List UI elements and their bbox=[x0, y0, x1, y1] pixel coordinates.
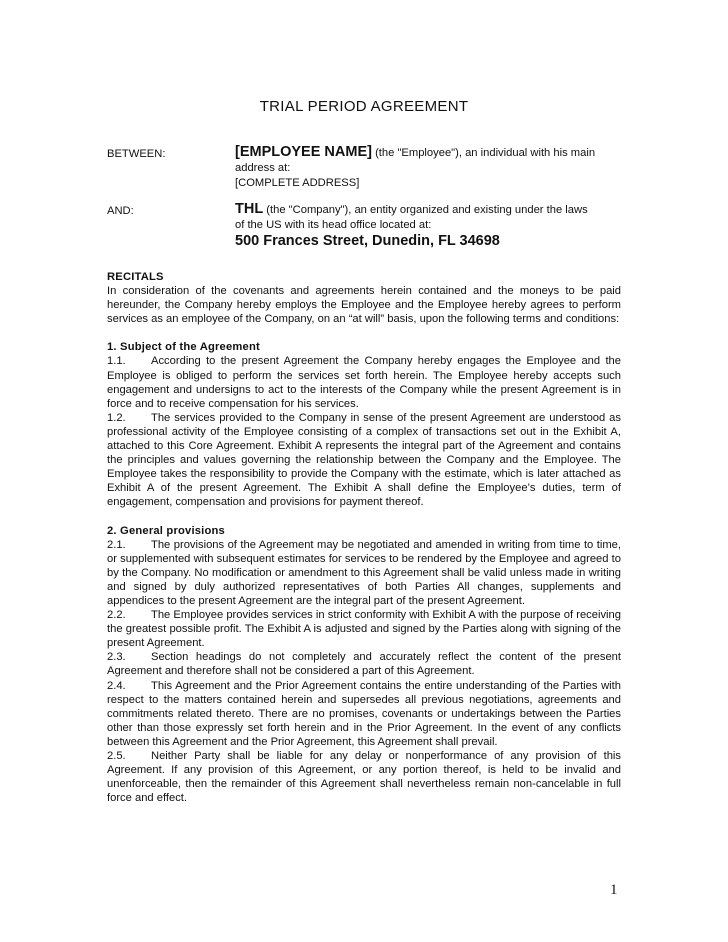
company-address: 500 Frances Street, Dunedin, FL 34698 bbox=[235, 233, 500, 249]
clause-text: According to the present Agreement the Company hereby engages the Employee and the Employee is obliged to perform the services set forth herein. The Employee hereby accepts such engagement and undersigns to act to the interests of the Company while the present Agreement is in force and to receive compensation for his services. bbox=[107, 355, 621, 410]
clause-text: The services provided to the Company in sense of the present Agreement are understood as professional activity of the Employee consisting of a complex of transactions set out in the Exhibit A, attached to this Core Agreement. Exhibit A represents the integral part of the Agreement and contains the principles and values governing the relationship between the Company and the Employee. The Employee takes the responsibility to provide the Company with the estimate, which is later attached as Exhibit A of the present Agreement. The Exhibit A shall define the Employee’s duties, term of engagement, compensation and provisions for payment thereof. bbox=[107, 411, 621, 509]
clause-number: 1.2. bbox=[107, 411, 126, 424]
clause-2-4 bbox=[107, 679, 621, 749]
employee-description-1: (the "Employee"), an individual with his main bbox=[375, 147, 596, 159]
section-1-heading: 1. Subject of the Agreement bbox=[107, 341, 260, 354]
section-2-heading: 2. General provisions bbox=[107, 524, 225, 537]
clause-1-1 bbox=[107, 354, 621, 410]
company-description-1: (the "Company"), an entity organized and existing under the laws bbox=[266, 204, 588, 216]
party-between bbox=[107, 145, 621, 191]
clause-text: Neither Party shall be liable for any delay or nonperformance of any provision of this Agreement. If any provision of this Agreement, or any portion thereof, is held to be invalid and unenforceable, then the remainder of this Agreement shall nevertheless remain non-cancelable in full force and effect. bbox=[107, 750, 621, 805]
page-number: 1 bbox=[610, 882, 618, 898]
recitals-heading: RECITALS bbox=[107, 271, 164, 283]
between-label: BETWEEN: bbox=[107, 148, 166, 160]
employee-address: [COMPLETE ADDRESS] bbox=[235, 177, 360, 189]
document-title: TRIAL PERIOD AGREEMENT bbox=[259, 98, 469, 115]
clause-number: 2.5. bbox=[107, 750, 126, 762]
party-and bbox=[107, 202, 621, 249]
employee-description-2: address at: bbox=[235, 162, 291, 174]
clause-number: 2.4. bbox=[107, 679, 126, 692]
clause-2-3 bbox=[107, 650, 621, 678]
employee-name: [EMPLOYEE NAME] bbox=[235, 144, 372, 160]
clause-text: Section headings do not completely and accurately reflect the content of the present Agreement and therefore shall not be considered a part of this Agreement. bbox=[107, 651, 621, 678]
clause-number: 1.1. bbox=[107, 355, 126, 368]
clause-1-2 bbox=[107, 411, 621, 510]
clause-2-1 bbox=[107, 538, 621, 608]
clause-text: This Agreement and the Prior Agreement contains the entire understanding of the Parties with respect to the matters contained herein and supersedes all previous negotiations, agreements and commitments related thereto. There are no promises, covenants or undertakings between the Parties other than those expressly set forth herein and in the Prior Agreement. In the event of any conflicts between this Agreement and the Prior Agreement, this Agreement shall prevail. bbox=[107, 679, 621, 748]
recitals-text: In consideration of the covenants and agreements herein contained and the moneys to be paid hereunder, the Company hereby employs the Employee and the Employee hereby agrees to perform services as an employee of the Company, on an “at will” basis, upon the following terms and conditions: bbox=[107, 285, 621, 326]
clause-number: 2.3. bbox=[107, 651, 126, 664]
clause-2-5 bbox=[107, 749, 621, 805]
and-label: AND: bbox=[107, 205, 134, 217]
clause-2-2 bbox=[107, 608, 621, 650]
company-description-2: of the US with its head office located at: bbox=[235, 219, 432, 231]
clause-number: 2.1. bbox=[107, 538, 126, 551]
clause-text: The provisions of the Agreement may be negotiated and amended in writing from time to time, or supplemented with subsequent estimates for services to be rendered by the Employee and agreed to by the Company. No modification or amendment to this Agreement shall be valid unless made in writing and signed by duly authorized representatives of both Parties All changes, supplements and appendices to the present Agreement are the integral part of the present Agreement. bbox=[107, 538, 621, 607]
clause-number: 2.2. bbox=[107, 609, 126, 622]
agreement-body bbox=[107, 270, 621, 805]
company-name: THL bbox=[235, 201, 264, 217]
clause-text: The Employee provides services in strict conformity with Exhibit A with the purpose of receiving the greatest possible profit. The Exhibit A is adjusted and signed by the Parties along with signing of the present Agreement. bbox=[107, 609, 621, 650]
